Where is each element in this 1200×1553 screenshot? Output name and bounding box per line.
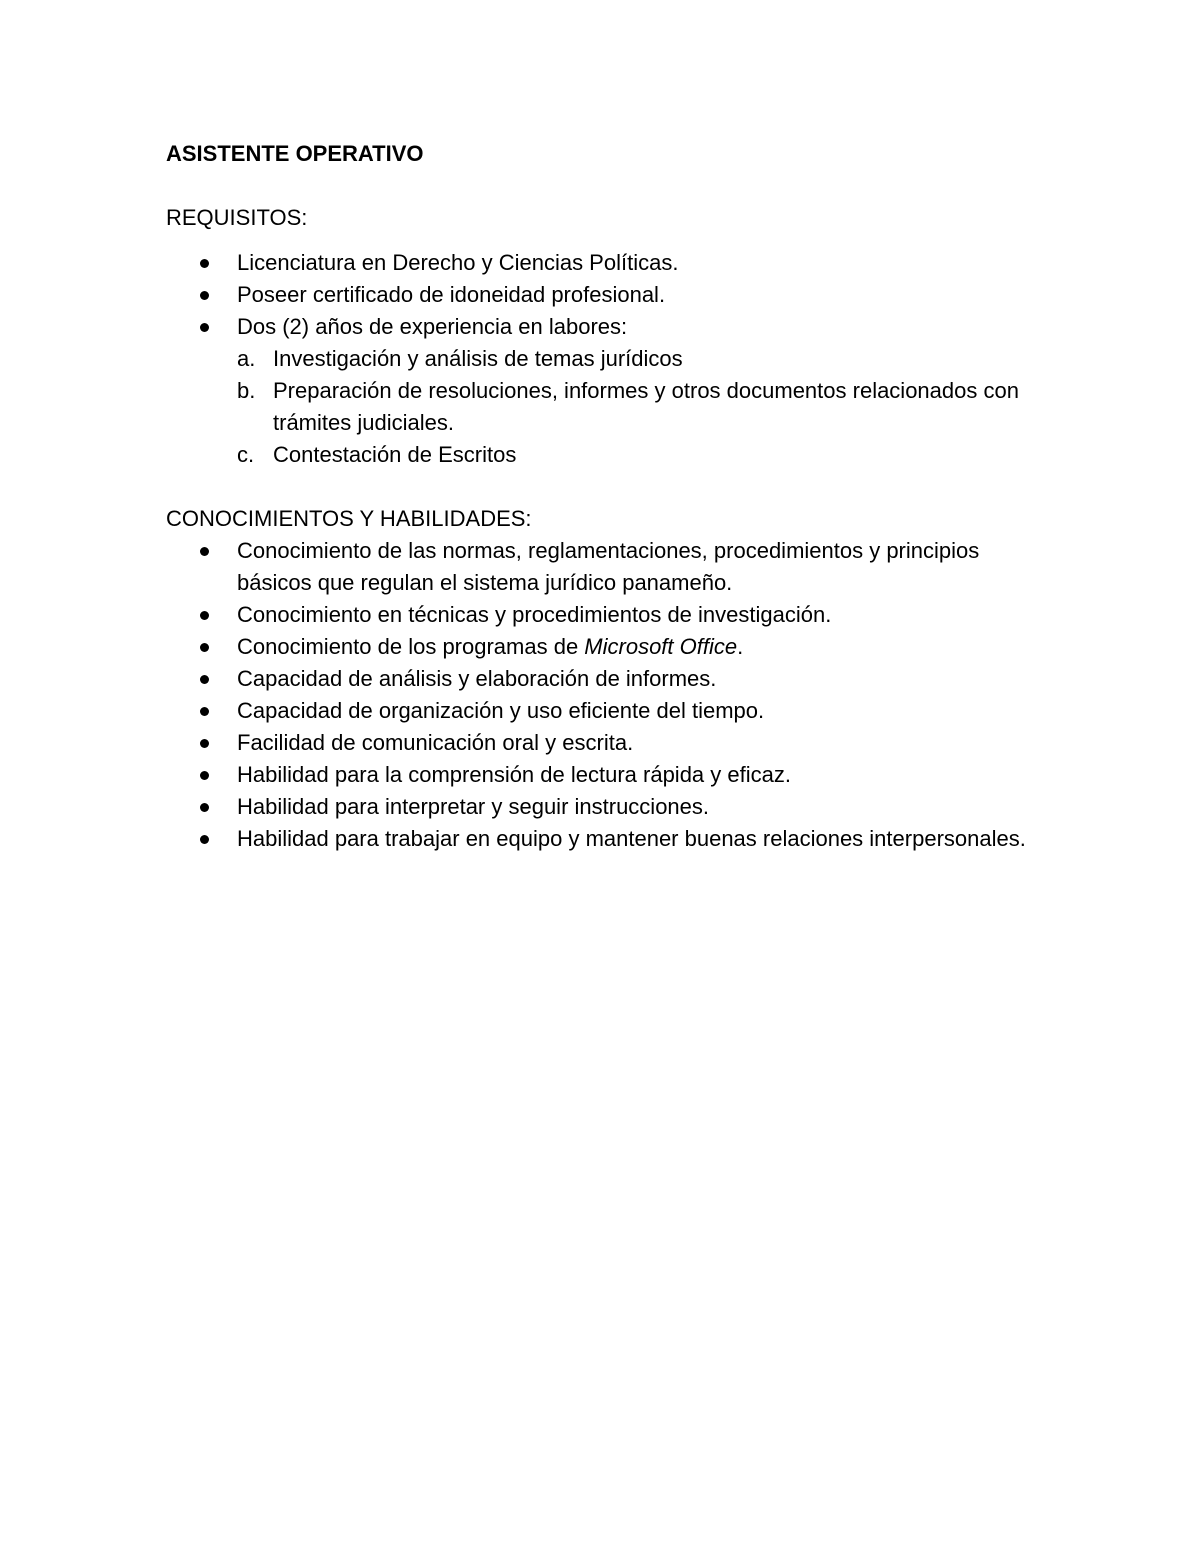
list-item-text: Conocimiento en técnicas y procedimientos de investigación. xyxy=(237,602,832,627)
sublist-marker: b. xyxy=(237,378,256,403)
list-item-text xyxy=(237,634,743,659)
list-item xyxy=(166,663,1034,695)
list-item xyxy=(166,247,1034,279)
conocimientos-heading: CONOCIMIENTOS Y HABILIDADES: xyxy=(166,506,532,531)
bullet-icon xyxy=(200,259,209,268)
list-item-text: Capacidad de organización y uso eficiente del tiempo. xyxy=(237,698,765,723)
list-item xyxy=(166,791,1034,823)
sublist-item-text: Preparación de resoluciones, informes y otros documentos relacionados con trámites judiciales. xyxy=(273,378,1019,435)
list-item-text: Facilidad de comunicación oral y escrita. xyxy=(237,730,634,755)
page-title: ASISTENTE OPERATIVO xyxy=(166,141,424,166)
bullet-icon xyxy=(200,707,209,716)
bullet-icon xyxy=(200,771,209,780)
sublist-marker: a. xyxy=(237,346,256,371)
experience-sublist xyxy=(166,343,1034,471)
list-item xyxy=(166,695,1034,727)
bullet-icon xyxy=(200,611,209,620)
sublist-marker: c. xyxy=(237,442,255,467)
sublist-item-text: Investigación y análisis de temas jurídicos xyxy=(273,346,683,371)
list-item-text: Conocimiento de las normas, reglamentaciones, procedimientos y principios básicos que regulan el sistema jurídico panameño. xyxy=(237,538,980,595)
list-item-text: Habilidad para interpretar y seguir instrucciones. xyxy=(237,794,710,819)
bullet-icon xyxy=(200,643,209,652)
list-item-text: Poseer certificado de idoneidad profesional. xyxy=(237,282,666,307)
conocimientos-list xyxy=(166,535,1034,855)
list-item xyxy=(166,759,1034,791)
list-item-text: Capacidad de análisis y elaboración de informes. xyxy=(237,666,717,691)
bullet-icon xyxy=(200,547,209,556)
bullet-icon xyxy=(200,675,209,684)
sublist-item xyxy=(166,375,1034,439)
bullet-icon xyxy=(200,835,209,844)
software-name: Microsoft Office xyxy=(584,634,738,659)
sublist-item xyxy=(166,343,1034,375)
list-item-text-prefix: Conocimiento de los programas de xyxy=(237,634,585,659)
list-item-text: Habilidad para trabajar en equipo y mantener buenas relaciones interpersonales. xyxy=(237,826,1026,851)
list-item xyxy=(166,311,1034,343)
list-item-text: Dos (2) años de experiencia en labores: xyxy=(237,314,628,339)
bullet-icon xyxy=(200,739,209,748)
list-item xyxy=(166,279,1034,311)
list-item xyxy=(166,823,1034,855)
list-item-text: Habilidad para la comprensión de lectura rápida y eficaz. xyxy=(237,762,791,787)
sublist-item-text: Contestación de Escritos xyxy=(273,442,517,467)
bullet-icon xyxy=(200,803,209,812)
requisitos-heading: REQUISITOS: xyxy=(166,205,308,230)
document-content xyxy=(166,138,1034,855)
requisitos-list xyxy=(166,247,1034,343)
list-item-text: Licenciatura en Derecho y Ciencias Políticas. xyxy=(237,250,679,275)
sublist-item xyxy=(166,439,1034,471)
list-item xyxy=(166,727,1034,759)
list-item xyxy=(166,599,1034,631)
bullet-icon xyxy=(200,323,209,332)
list-item xyxy=(166,631,1034,663)
bullet-icon xyxy=(200,291,209,300)
list-item xyxy=(166,535,1034,599)
list-item-text-suffix: . xyxy=(737,634,744,659)
